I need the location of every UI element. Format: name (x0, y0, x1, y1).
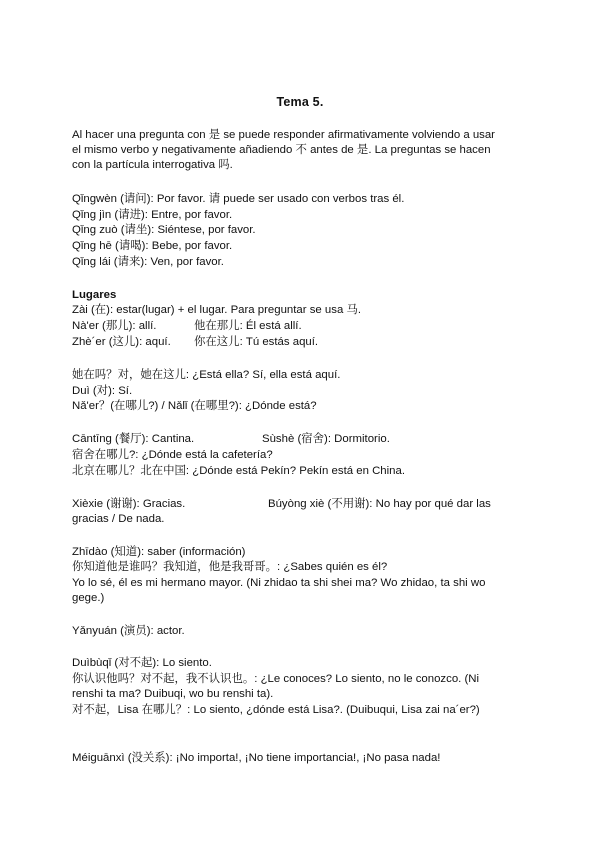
block4-xiexie: Xièxie (谢谢): Gracias. (72, 498, 186, 510)
block3-line-2: 宿舍在哪儿?: ¿Dónde está la cafetería? (72, 449, 273, 461)
lugares-naer-example: 他在那儿: Él está allí. (194, 320, 302, 332)
block4-buyongxie: Búyòng xiè (不用谢): No hay por qué dar las (268, 498, 491, 510)
block3-sushe: Sùshè (宿舍): Dormitorio. (262, 433, 390, 445)
qing-line-3: Qǐng zuò (请坐): Siéntese, por favor. (72, 224, 256, 236)
block6-line: Yǎnyuán (演员): actor. (72, 625, 185, 637)
lugares-zheer-example: 你在这儿: Tú estás aquí. (194, 336, 319, 348)
intro-line-2: el mismo verbo y negativamente añadiendo 不 antes de 是. La preguntas se hacen (72, 144, 491, 156)
lugares-zheer: Zhè´er (这儿): aquí. (72, 336, 171, 348)
block2-line-1: 她在吗？对，她在这儿: ¿Está ella? Sí, ella está aquí. (72, 369, 341, 381)
block8-line: Méiguānxì (没关系): ¡No importa!, ¡No tiene importancia!, ¡No pasa nada! (72, 752, 441, 764)
block3-line-3: 北京在哪儿？北在中国: ¿Dónde está Pekín? Pekín está en China. (72, 465, 405, 477)
block2-line-2: Duì (对): Sí. (72, 385, 133, 397)
qing-line-2: Qǐng jìn (请进): Entre, por favor. (72, 209, 233, 221)
block5-line-4: gege.) (72, 592, 105, 604)
intro-line-1: Al hacer una pregunta con 是 se puede responder afirmativamente volviendo a usar (72, 129, 495, 141)
block5-line-3: Yo lo sé, él es mi hermano mayor. (Ni zhidao ta shi shei ma? Wo zhidao, ta shi wo (72, 577, 486, 589)
page-title: Tema 5. (276, 95, 324, 109)
qing-line-1: Qǐngwèn (请问): Por favor. 请 puede ser usado con verbos tras él. (72, 193, 405, 205)
block7-line-3: renshi ta ma? Duibuqi, wo bu renshi ta). (72, 688, 274, 700)
block7-line-1: Duìbùqǐ (对不起): Lo siento. (72, 657, 212, 669)
block5-line-2: 你知道他是谁吗？我知道，他是我哥哥。: ¿Sabes quién es él? (72, 561, 388, 573)
block3-cantina: Cāntīng (餐厅): Cantina. (72, 433, 195, 445)
lugares-heading: Lugares (72, 289, 117, 301)
block5-line-1: Zhīdào (知道): saber (información) (72, 546, 246, 558)
lugares-naer: Nà'er (那儿): allí. (72, 320, 157, 332)
block7-line-4: 对不起，Lisa 在哪儿？: Lo siento, ¿dónde está Lisa?. (Duibuqui, Lisa zai na´er?) (72, 704, 480, 716)
qing-line-4: Qǐng hē (请喝): Bebe, por favor. (72, 240, 233, 252)
block2-line-3: Nǎ'er？(在哪儿?) / Nǎlǐ (在哪里?): ¿Dónde está? (72, 400, 317, 412)
intro-line-3: con la partícula interrogativa 吗. (72, 159, 233, 171)
block4-line-2: gracias / De nada. (72, 513, 165, 525)
block7-line-2: 你认识他吗？对不起，我不认识也。: ¿Le conoces? Lo siento, no le conozco. (Ni (72, 673, 480, 685)
lugares-zai: Zài (在): estar(lugar) + el lugar. Para preguntar se usa 马. (72, 304, 362, 316)
qing-line-5: Qǐng lái (请来): Ven, por favor. (72, 256, 224, 268)
